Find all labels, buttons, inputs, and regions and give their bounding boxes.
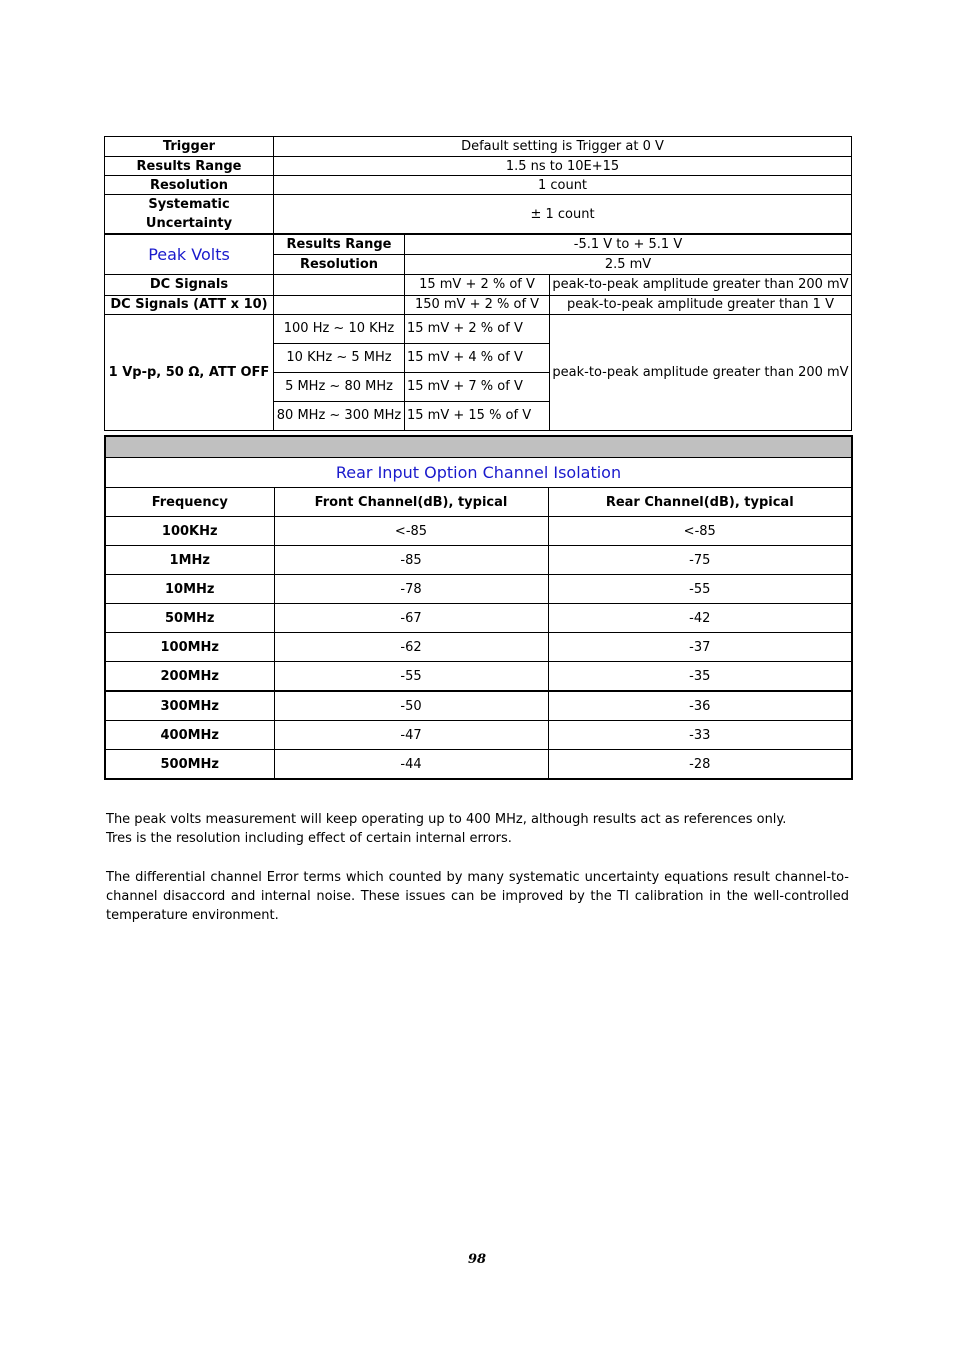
frequency-cell: 100KHz — [105, 517, 274, 546]
table-row — [105, 546, 852, 575]
ac-range: 80 MHz ~ 300 MHz — [274, 401, 405, 430]
rear-cell: -33 — [548, 721, 852, 750]
header-rear: Rear Channel(dB), typical — [548, 488, 852, 517]
header-front: Front Channel(dB), typical — [274, 488, 548, 517]
front-cell: -62 — [274, 633, 548, 662]
front-cell: -47 — [274, 721, 548, 750]
dc-att-accuracy: 150 mV + 2 % of V — [405, 295, 550, 314]
dc-condition: peak-to-peak amplitude greater than 200 mV — [550, 274, 852, 295]
resolution-value: 1 count — [274, 176, 852, 195]
systematic-value: ± 1 count — [274, 195, 852, 235]
dc-att-label: DC Signals (ATT x 10) — [105, 295, 274, 314]
frequency-cell: 1MHz — [105, 546, 274, 575]
gray-band — [105, 436, 852, 458]
frequency-cell: 50MHz — [105, 604, 274, 633]
pv-resolution-value: 2.5 mV — [405, 254, 852, 274]
peak-volts-label: Peak Volts — [105, 234, 274, 274]
gray-band-cell — [105, 436, 852, 458]
rear-cell: -28 — [548, 750, 852, 780]
dc-att-row — [105, 295, 852, 314]
table-row — [105, 662, 852, 692]
rear-cell: -35 — [548, 662, 852, 692]
dc-att-condition: peak-to-peak amplitude greater than 1 V — [550, 295, 852, 314]
resolution-label: Resolution — [105, 176, 274, 195]
ac-accuracy: 15 mV + 15 % of V — [405, 401, 550, 430]
ac-range: 100 Hz ~ 10 KHz — [274, 314, 405, 343]
resolution-row — [105, 176, 852, 195]
front-cell: -44 — [274, 750, 548, 780]
pv-results-range-label: Results Range — [274, 234, 405, 254]
frequency-cell: 400MHz — [105, 721, 274, 750]
table-row — [105, 517, 852, 546]
front-cell: -67 — [274, 604, 548, 633]
front-cell: -50 — [274, 691, 548, 721]
front-cell: -85 — [274, 546, 548, 575]
dc-row — [105, 274, 852, 295]
ac-accuracy: 15 mV + 4 % of V — [405, 343, 550, 372]
pv-results-range-value: -5.1 V to + 5.1 V — [405, 234, 852, 254]
dc-empty-cell — [274, 274, 405, 295]
frequency-cell: 500MHz — [105, 750, 274, 780]
rear-cell: -36 — [548, 691, 852, 721]
table-row — [105, 604, 852, 633]
ac-accuracy: 15 mV + 7 % of V — [405, 372, 550, 401]
ac-accuracy: 15 mV + 2 % of V — [405, 314, 550, 343]
results-range-value: 1.5 ns to 10E+15 — [274, 157, 852, 176]
isolation-title: Rear Input Option Channel Isolation — [105, 458, 852, 488]
ac-range: 10 KHz ~ 5 MHz — [274, 343, 405, 372]
rear-cell: -37 — [548, 633, 852, 662]
page-number: 98 — [467, 1252, 487, 1267]
table-row — [105, 721, 852, 750]
trigger-value: Default setting is Trigger at 0 V — [274, 137, 852, 157]
note-tres: Tres is the resolution including effect of certain internal errors. — [106, 831, 512, 846]
spec-table — [104, 136, 852, 431]
front-cell: -55 — [274, 662, 548, 692]
frequency-cell: 200MHz — [105, 662, 274, 692]
ac-row — [105, 314, 852, 343]
isolation-title-row — [105, 458, 852, 488]
results-range-label: Results Range — [105, 157, 274, 176]
front-cell: <-85 — [274, 517, 548, 546]
front-cell: -78 — [274, 575, 548, 604]
isolation-table — [104, 435, 853, 780]
table-row — [105, 750, 852, 780]
rear-cell: -55 — [548, 575, 852, 604]
rear-cell: -75 — [548, 546, 852, 575]
ac-range: 5 MHz ~ 80 MHz — [274, 372, 405, 401]
results-range-row — [105, 157, 852, 176]
header-frequency: Frequency — [105, 488, 274, 517]
notes-block — [106, 810, 849, 848]
frequency-cell: 100MHz — [105, 633, 274, 662]
systematic-row — [105, 195, 852, 235]
pv-results-range-row — [105, 234, 852, 254]
ac-condition: peak-to-peak amplitude greater than 200 mV — [550, 314, 852, 430]
trigger-row — [105, 137, 852, 157]
trigger-label: Trigger — [105, 137, 274, 157]
table-row — [105, 691, 852, 721]
table-row — [105, 575, 852, 604]
differential-note: The differential channel Error terms which counted by many systematic uncertainty equations result channel-to-channel disaccord and internal noise. These issues can be improved by the TI calibration in the well-controlled temperature environment. — [106, 870, 849, 923]
dc-label: DC Signals — [105, 274, 274, 295]
ac-label: 1 Vp-p, 50 Ω, ATT OFF — [105, 314, 274, 430]
frequency-cell: 300MHz — [105, 691, 274, 721]
dc-att-empty-cell — [274, 295, 405, 314]
frequency-cell: 10MHz — [105, 575, 274, 604]
isolation-header-row — [105, 488, 852, 517]
table-row — [105, 633, 852, 662]
rear-cell: -42 — [548, 604, 852, 633]
systematic-label: Systematic Uncertainty — [105, 195, 274, 235]
note-peak-volts: The peak volts measurement will keep operating up to 400 MHz, although results act as references only. — [106, 812, 787, 827]
pv-resolution-label: Resolution — [274, 254, 405, 274]
dc-accuracy: 15 mV + 2 % of V — [405, 274, 550, 295]
rear-cell: <-85 — [548, 517, 852, 546]
